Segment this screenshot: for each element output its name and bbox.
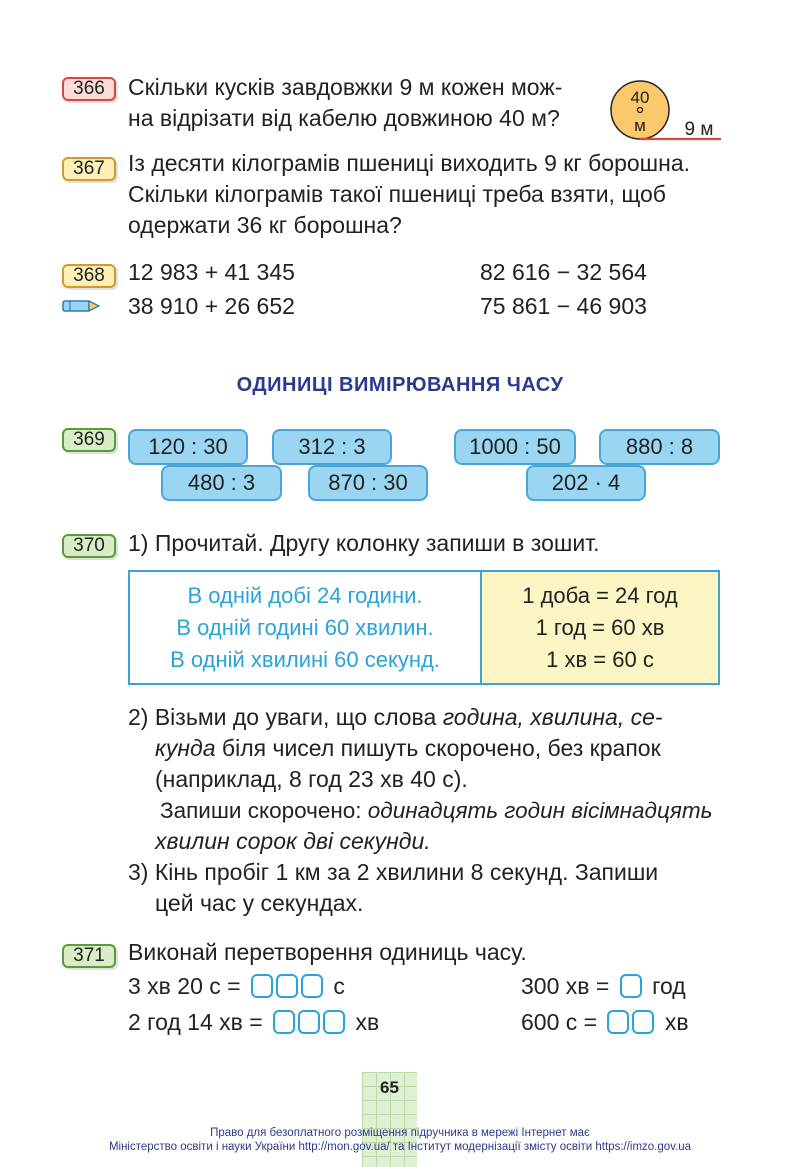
table-right-row: 1 хв = 60 с <box>546 646 654 672</box>
conversion-expression: 2 год 14 хв = <box>128 1009 263 1035</box>
time-units-table <box>128 570 720 685</box>
conversion-row1-right <box>521 971 686 1002</box>
ex370-write-line2: хвилин сорок дві секунди. <box>155 828 431 854</box>
table-right-column <box>482 572 718 683</box>
conversion-expression: 300 хв = <box>521 973 610 999</box>
cable-piece-label: 9 м <box>684 119 714 140</box>
ex366-line2: на відрізати від кабелю довжиною 40 м? <box>128 105 560 131</box>
write-italic-1: одинадцять годин вісімнадцять <box>367 798 713 823</box>
footer-line1: Право для безоплатного розміщення підручника в мережі Інтернет має <box>210 1127 590 1139</box>
pencil-icon <box>62 297 102 320</box>
multiplication-card: 202 · 4 <box>526 465 646 501</box>
ex367-line1: Із десяти кілограмів пшениці виходить 9 кг борошна. <box>128 150 691 176</box>
conversion-unit: хв <box>355 1009 380 1035</box>
page-number: 65 <box>380 1078 399 1097</box>
exercise-number-371: 371 <box>62 944 116 968</box>
ex370-part2-line1 <box>128 702 720 733</box>
ex367-line3: одержати 36 кг борошна? <box>128 212 402 238</box>
footer-line2: Міністерство освіти і науки України http://mon.gov.ua/ та Інститут модернізації змісту освіти https://imzo.gov.ua <box>108 1141 692 1153</box>
expression-3: 38 910 + 26 652 <box>128 293 295 319</box>
conversion-row2-left <box>128 1007 379 1038</box>
ex370-part3-line2: цей час у секундах. <box>155 890 364 916</box>
ex370-part2-line2 <box>155 733 720 764</box>
ex367-line2: Скільки кілограмів такої пшениці треба взяти, щоб <box>128 181 666 207</box>
exercise-number-366: 366 <box>62 77 116 101</box>
footer <box>0 1126 800 1154</box>
ex370-part3-line1: 3) Кінь пробіг 1 км за 2 хвилини 8 секунд. Запиши <box>128 859 659 885</box>
part2-text-d: біля чисел пишуть скорочено, без крапок <box>215 735 661 761</box>
conversion-row2-right <box>521 1007 689 1038</box>
ex370-part1: 1) Прочитай. Другу колонку запиши в зошит. <box>128 530 600 556</box>
ex370-part2-line3: (наприклад, 8 год 23 хв 40 с). <box>155 766 468 792</box>
division-card: 870 : 30 <box>308 465 428 501</box>
answer-boxes[interactable] <box>620 974 642 998</box>
exercise-number-367: 367 <box>62 157 116 181</box>
table-left-row: В одній хвилині 60 секунд. <box>170 646 440 672</box>
expression-2: 82 616 − 32 564 <box>480 259 647 285</box>
answer-boxes[interactable] <box>273 1010 345 1034</box>
conversion-expression: 600 с = <box>521 1009 598 1035</box>
coil-unit-label: м <box>634 116 646 135</box>
division-card: 312 : 3 <box>272 429 392 465</box>
division-card: 480 : 3 <box>161 465 282 501</box>
section-title: ОДИНИЦІ ВИМІРЮВАННЯ ЧАСУ <box>236 374 564 396</box>
conversion-unit: с <box>333 973 345 999</box>
expression-1: 12 983 + 41 345 <box>128 259 295 285</box>
expression-4: 75 861 − 46 903 <box>480 293 647 319</box>
table-left-row: В одній добі 24 години. <box>187 582 423 608</box>
table-right-row: 1 доба = 24 год <box>522 582 678 608</box>
answer-boxes[interactable] <box>607 1010 654 1034</box>
division-card: 880 : 8 <box>599 429 720 465</box>
part2-italic-words: година, хвилина, се- <box>442 704 663 730</box>
division-card: 120 : 30 <box>128 429 248 465</box>
conversion-unit: хв <box>664 1009 689 1035</box>
write-label: Запиши скорочено: <box>160 798 368 823</box>
cable-coil-illustration <box>605 80 730 142</box>
division-card: 1000 : 50 <box>454 429 576 465</box>
part2-text-a: 2) Візьми до уваги, що слова <box>128 704 443 730</box>
part2-italic-word: кунда <box>155 735 216 761</box>
ex371-intro: Виконай перетворення одиниць часу. <box>128 939 527 965</box>
conversion-row1-left <box>128 971 345 1002</box>
answer-boxes[interactable] <box>251 974 323 998</box>
ex366-line1: Скільки кусків завдовжки 9 м кожен мож- <box>128 74 563 100</box>
table-left-row: В одній годині 60 хвилин. <box>176 614 434 640</box>
conversion-unit: год <box>652 973 686 999</box>
exercise-number-369: 369 <box>62 428 116 452</box>
exercise-number-370: 370 <box>62 534 116 558</box>
ex370-write-line1 <box>160 795 720 826</box>
conversion-expression: 3 хв 20 с = <box>128 973 241 999</box>
exercise-number-368: 368 <box>62 264 116 288</box>
coil-length-label: 40 <box>630 88 650 107</box>
table-right-row: 1 год = 60 хв <box>535 614 665 640</box>
table-left-column <box>130 572 482 683</box>
